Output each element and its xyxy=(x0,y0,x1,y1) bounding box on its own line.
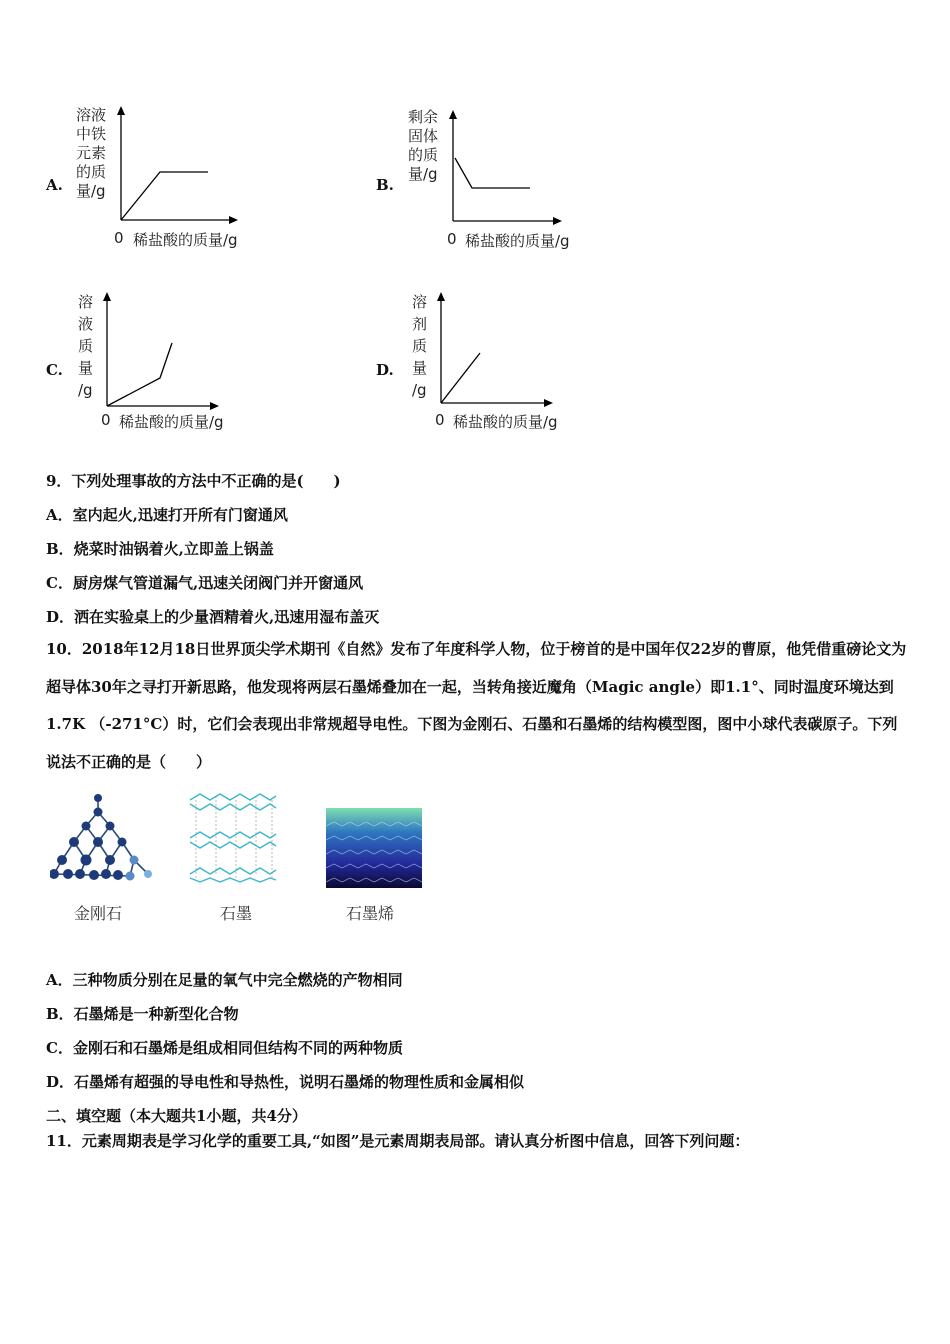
graph-b-x-arrow xyxy=(553,217,562,225)
q9-option-c: C．厨房煤气管道漏气,迅速关闭阀门并开窗通风 xyxy=(46,574,364,592)
graph-a-ylabel: 溶液 中铁 元素 的质 量/g xyxy=(76,106,107,200)
graph-a xyxy=(112,104,242,229)
q9-option-a: A．室内起火,迅速打开所有门窗通风 xyxy=(46,506,288,524)
graph-a-curve xyxy=(121,172,208,220)
graph-b-origin: 0 xyxy=(447,230,457,248)
graph-d-origin: 0 xyxy=(435,411,445,429)
q9-option-b: B．烧菜时油锅着火,立即盖上锅盖 xyxy=(46,540,274,558)
graph-a-origin: 0 xyxy=(114,229,124,247)
graph-d-curve xyxy=(441,353,480,403)
option-c-label: C. xyxy=(46,361,63,379)
q9-stem: 9．下列处理事故的方法中不正确的是( ) xyxy=(46,472,341,490)
graph-b-xlabel: 稀盐酸的质量/g xyxy=(465,232,570,250)
graph-c-xlabel: 稀盐酸的质量/g xyxy=(119,413,224,431)
graph-b-y-arrow xyxy=(449,110,457,119)
option-a-label: A. xyxy=(46,176,63,194)
graph-a-y-arrow xyxy=(117,106,125,115)
graph-d-ylabel: 溶 剂 质 量 /g xyxy=(412,293,428,399)
graphene-structure-figure xyxy=(326,808,422,892)
graph-c-origin: 0 xyxy=(101,411,111,429)
graph-d-xlabel: 稀盐酸的质量/g xyxy=(453,413,558,431)
q10-option-c: C．金刚石和石墨烯是组成相同但结构不同的两种物质 xyxy=(46,1039,403,1057)
graph-d xyxy=(432,290,562,415)
graph-c-ylabel: 溶 液 质 量 /g xyxy=(78,293,94,399)
graph-c-x-arrow xyxy=(210,402,219,410)
q9-option-d: D．洒在实验桌上的少量酒精着火,迅速用湿布盖灭 xyxy=(46,608,380,626)
graph-a-xlabel: 稀盐酸的质量/g xyxy=(133,231,238,249)
caption-diamond: 金刚石 xyxy=(74,904,123,923)
option-d-label: D. xyxy=(376,361,394,379)
graph-b-ylabel: 剩余 固体 的质 量/g xyxy=(408,108,439,183)
diamond-structure-figure xyxy=(50,790,160,892)
option-b-label: B. xyxy=(376,176,394,194)
q10-stem: 10．2018年12月18日世界顶尖学术期刊《自然》发布了年度科学人物，位于榜首的是中国年仅22岁的曹原，他凭借重磅论文为超导体30年之寻打开新思路，他发现将两层石墨烯叠加在一起，当转角接近魔角（Magic angle）即1.1°、同时温度环境达到1.7K （-271°C）时，它们会表现出非常规超导电性。下图为金刚石、石墨和石墨烯的结构模型图，图中小球代表碳原子。下列说法不正确的是（ ） xyxy=(46,640,907,771)
q10-option-b: B．石墨烯是一种新型化合物 xyxy=(46,1005,239,1023)
graph-b xyxy=(444,108,574,228)
graphite-structure-figure xyxy=(186,790,280,890)
graph-a-x-arrow xyxy=(229,216,238,224)
q11-stem: 11．元素周期表是学习化学的重要工具,“如图”是元素周期表局部。请认真分析图中信息，回答下列问题： xyxy=(46,1132,750,1150)
caption-graphite: 石墨 xyxy=(220,904,253,923)
graph-d-y-arrow xyxy=(437,292,445,301)
graph-c xyxy=(98,290,228,415)
graph-d-x-arrow xyxy=(544,399,553,407)
graph-c-curve xyxy=(107,343,172,406)
section-2-title: 二、填空题（本大题共1小题，共4分） xyxy=(46,1107,307,1125)
q10-option-a: A．三种物质分别在足量的氧气中完全燃烧的产物相同 xyxy=(46,971,403,989)
graph-b-curve xyxy=(455,158,530,188)
caption-graphene: 石墨烯 xyxy=(346,904,395,923)
q10-option-d: D．石墨烯有超强的导电性和导热性，说明石墨烯的物理性质和金属相似 xyxy=(46,1073,525,1091)
graph-c-y-arrow xyxy=(103,292,111,301)
